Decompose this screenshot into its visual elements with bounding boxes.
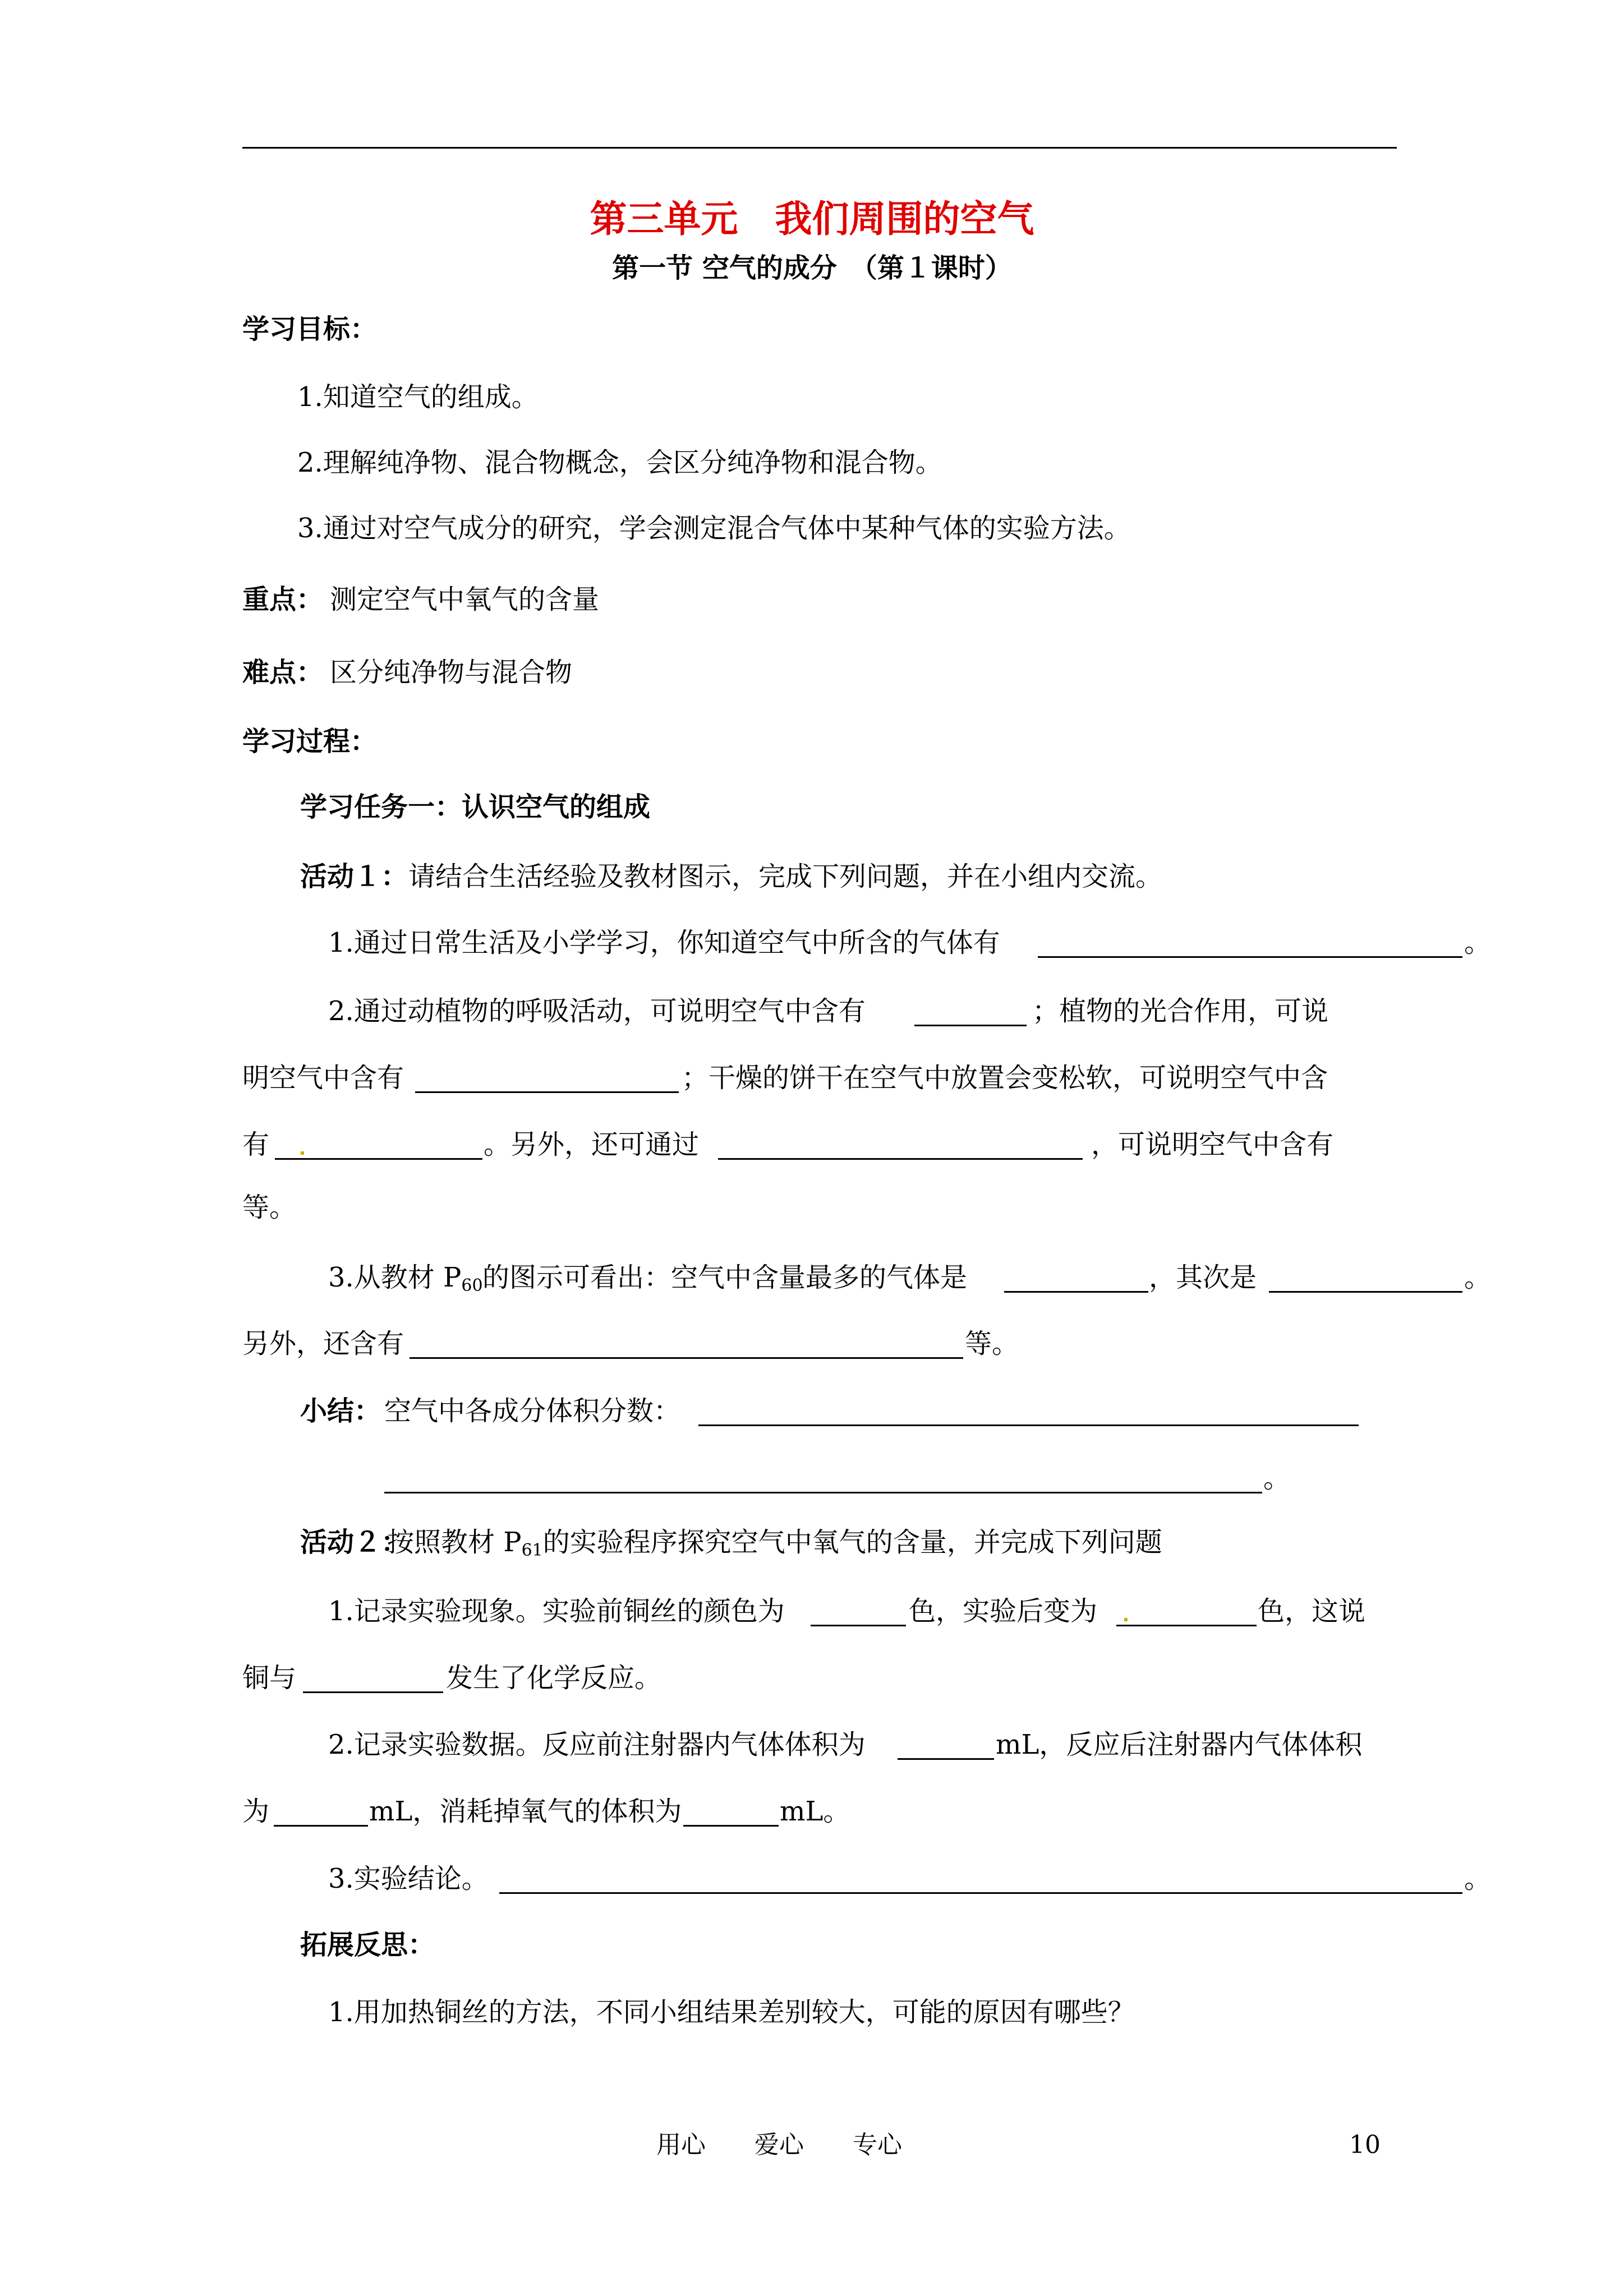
reflection-q1: 1.用加热铜丝的方法，不同小组结果差别较大，可能的原因有哪些？ bbox=[328, 1997, 1135, 2028]
difficulty-line bbox=[0, 650, 1624, 695]
objective-1-line bbox=[0, 375, 1624, 419]
fill-blank[interactable] bbox=[1038, 956, 1462, 958]
fill-blank[interactable] bbox=[1004, 1291, 1148, 1293]
activity1-line bbox=[0, 854, 1624, 899]
page-number: 10 bbox=[1349, 2131, 1381, 2159]
objective-item: 1.知道空气的组成。 bbox=[297, 381, 539, 413]
summary-line1 bbox=[0, 1389, 1624, 1433]
footer-motto-1: 用心 bbox=[656, 2131, 706, 2159]
objective-item: 3.通过对空气成分的研究，学会测定混合气体中某种气体的实验方法。 bbox=[297, 513, 1131, 544]
fill-blank[interactable] bbox=[1269, 1291, 1462, 1293]
fill-blank[interactable] bbox=[384, 1492, 1262, 1493]
task1-heading: 学习任务一：认识空气的组成 bbox=[300, 791, 651, 823]
fill-blank[interactable] bbox=[898, 1758, 994, 1760]
key-point-line bbox=[0, 577, 1624, 622]
a2-q3-line bbox=[0, 1856, 1624, 1901]
a1-q2-line2 bbox=[0, 1055, 1624, 1100]
a1-q3-text: 另外，还含有 bbox=[242, 1328, 404, 1359]
a2-q1-line1 bbox=[0, 1589, 1624, 1634]
unit-title: 第三单元 我们周围的空气 bbox=[590, 197, 1034, 241]
fill-blank[interactable] bbox=[303, 1691, 443, 1693]
a1-q3-end: 。 bbox=[1464, 1262, 1492, 1293]
a2-q1-line2 bbox=[0, 1656, 1624, 1700]
difficulty-label: 难点： bbox=[242, 657, 324, 688]
objectives-heading-line bbox=[0, 307, 1624, 352]
fill-blank[interactable] bbox=[914, 1025, 1027, 1026]
a1-q3-text: 3.从教材 $P_{60}$ bbox=[328, 1262, 483, 1295]
fill-blank[interactable] bbox=[499, 1892, 1462, 1894]
task1-line bbox=[0, 785, 1624, 829]
a1-q2-line3 bbox=[0, 1122, 1624, 1167]
a2-q1-text: 发生了化学反应。 bbox=[446, 1662, 662, 1694]
fill-blank[interactable] bbox=[410, 1357, 963, 1359]
a1-q2-text: 2.通过动植物的呼吸活动，可说明空气中含有 bbox=[328, 995, 866, 1027]
summary-text: 空气中各成分体积分数： bbox=[384, 1395, 681, 1427]
fill-blank[interactable] bbox=[683, 1825, 779, 1827]
a2-q1-text: 1.记录实验现象。实验前铜丝的颜色为 bbox=[328, 1596, 785, 1627]
a1-q2-text: 。另外，还可通过 bbox=[484, 1129, 700, 1160]
difficulty-text: 区分纯净物与混合物 bbox=[330, 657, 573, 688]
a1-q2-text: ；干燥的饼干在空气中放置会变松软，可说明空气中含 bbox=[682, 1062, 1328, 1094]
a1-q2-text: ，可说明空气中含有 bbox=[1091, 1129, 1334, 1160]
activity2-label: 活动２： bbox=[300, 1527, 408, 1558]
a2-q3-text: 3.实验结论。 bbox=[328, 1863, 489, 1894]
subscript: 60 bbox=[461, 1276, 483, 1295]
summary-line2 bbox=[0, 1456, 1624, 1501]
a1-q2-text: 明空气中含有 bbox=[242, 1062, 404, 1094]
yellow-mark bbox=[301, 1151, 304, 1155]
summary-end: 。 bbox=[1263, 1463, 1291, 1494]
a1-q2-line4 bbox=[0, 1185, 1624, 1230]
objective-3-line bbox=[0, 506, 1624, 551]
reflection-q1-line bbox=[0, 1990, 1624, 2035]
a1-q1-end: 。 bbox=[1464, 927, 1492, 958]
a1-q3-line2 bbox=[0, 1321, 1624, 1366]
a2-q2-line2 bbox=[0, 1789, 1624, 1834]
fill-blank[interactable] bbox=[415, 1091, 679, 1093]
key-point-label: 重点： bbox=[242, 584, 324, 615]
fill-blank[interactable] bbox=[698, 1424, 1359, 1426]
a1-q3-text: ，其次是 bbox=[1149, 1262, 1257, 1293]
a2-q1-text: 铜与 bbox=[242, 1662, 297, 1694]
a1-q3-text: 的图示可看出：空气中含量最多的气体是 bbox=[482, 1262, 968, 1293]
a1-q2-text: 有 bbox=[242, 1129, 270, 1160]
process-heading: 学习过程： bbox=[242, 726, 378, 757]
a1-q3-line1 bbox=[0, 1255, 1624, 1300]
a1-q1-text: 1.通过日常生活及小学学习，你知道空气中所含的气体有 bbox=[328, 927, 1000, 958]
summary-label: 小结： bbox=[300, 1395, 381, 1427]
a2-q2-text: mL，反应后注射器内气体体积 bbox=[996, 1729, 1363, 1760]
header-rule bbox=[242, 147, 1397, 149]
footer-motto-3: 专心 bbox=[853, 2131, 902, 2159]
objective-item: 2.理解纯净物、混合物概念，会区分纯净物和混合物。 bbox=[297, 447, 942, 478]
fill-blank[interactable] bbox=[718, 1158, 1083, 1160]
footer-motto-2: 爱心 bbox=[755, 2131, 804, 2159]
yellow-mark bbox=[1124, 1618, 1128, 1621]
a2-q2-text: mL，消耗掉氧气的体积为 bbox=[369, 1796, 682, 1827]
fill-blank[interactable] bbox=[275, 1158, 482, 1160]
a2-q2-text: 2.记录实验数据。反应前注射器内气体体积为 bbox=[328, 1729, 866, 1760]
activity2-line bbox=[0, 1520, 1624, 1565]
fill-blank[interactable] bbox=[811, 1625, 906, 1626]
key-point-text: 测定空气中氧气的含量 bbox=[330, 584, 600, 615]
activity1-text: 请结合生活经验及教材图示，完成下列问题，并在小组内交流。 bbox=[408, 861, 1163, 892]
a2-q2-text: mL。 bbox=[780, 1796, 850, 1827]
a1-q3-text: 等。 bbox=[965, 1328, 1019, 1359]
a2-q1-text: 色，这说 bbox=[1258, 1596, 1366, 1627]
activity1-label: 活动１： bbox=[300, 861, 408, 892]
fill-blank[interactable] bbox=[1116, 1625, 1257, 1626]
reflection-heading: 拓展反思： bbox=[300, 1929, 435, 1961]
process-heading-line bbox=[0, 719, 1624, 764]
fill-blank[interactable] bbox=[274, 1825, 368, 1827]
a1-q1-line bbox=[0, 920, 1624, 965]
reflection-heading-line bbox=[0, 1922, 1624, 1967]
a2-q2-line1 bbox=[0, 1722, 1624, 1767]
a2-q2-text: 为 bbox=[242, 1796, 270, 1827]
activity2-text: 按照教材 $P_{61}$的实验程序探究空气中氧气的含量，并完成下列问题 bbox=[387, 1527, 1162, 1560]
a1-q2-line1 bbox=[0, 989, 1624, 1034]
a2-q3-end: 。 bbox=[1464, 1863, 1492, 1894]
section-subtitle: 第一节 空气的成分 （第１课时） bbox=[612, 252, 1012, 284]
subscript: 61 bbox=[521, 1541, 543, 1560]
a1-q2-text: ；植物的光合作用，可说 bbox=[1032, 995, 1329, 1027]
objectives-heading: 学习目标： bbox=[242, 313, 378, 345]
objective-2-line bbox=[0, 440, 1624, 485]
a2-q1-text: 色，实验后变为 bbox=[909, 1596, 1098, 1627]
a1-q2-text: 等。 bbox=[242, 1192, 297, 1223]
